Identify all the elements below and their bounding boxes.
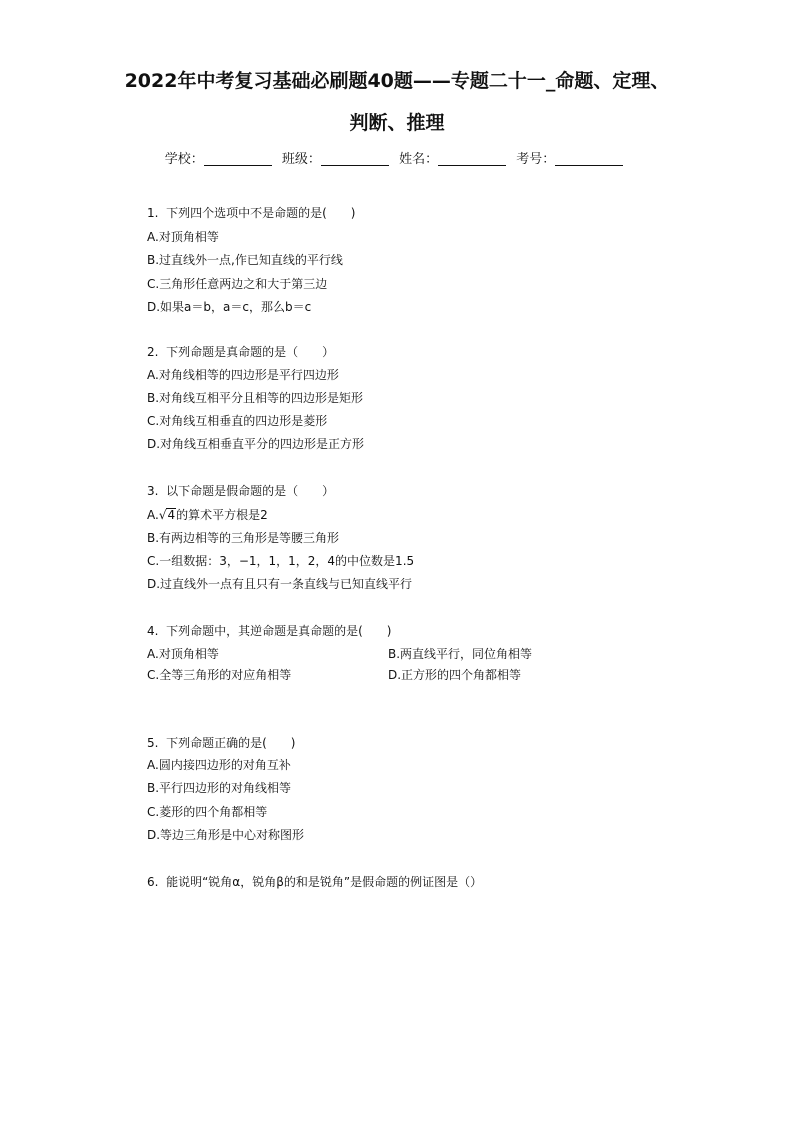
- question-stem: 5. 下列命题正确的是( ): [147, 736, 296, 750]
- school-blank[interactable]: [204, 151, 272, 166]
- option-b: B.两直线平行，同位角相等: [388, 647, 533, 661]
- option-a: A.对角线相等的四边形是平行四边形: [147, 368, 339, 382]
- option-b: B.平行四边形的对角线相等: [147, 781, 292, 795]
- option-a: A.圆内接四边形的对角互补: [147, 758, 291, 772]
- exam-number-label: 考号：: [516, 152, 556, 167]
- school-label: 学校：: [164, 152, 204, 167]
- option-d: D.过直线外一点有且只有一条直线与已知直线平行: [147, 577, 413, 591]
- class-label: 班级：: [281, 152, 321, 167]
- square-root-radicand: 4: [167, 508, 176, 522]
- student-info-row: [0, 151, 794, 169]
- question-stem: 3. 以下命题是假命题的是（ ）: [147, 484, 335, 498]
- option-d: D.对角线互相垂直平分的四边形是正方形: [147, 437, 365, 451]
- option-d: D.如果a＝b，a＝c，那么b＝c: [147, 300, 312, 314]
- option-a-prefix: A.: [147, 508, 159, 522]
- option-b: B.过直线外一点,作已知直线的平行线: [147, 253, 343, 267]
- question-stem: 4. 下列命题中，其逆命题是真命题的是( ): [147, 624, 392, 638]
- option-a-text: 的算术平方根是2: [176, 508, 268, 522]
- option-a: A.对顶角相等: [147, 647, 219, 661]
- option-d: D.等边三角形是中心对称图形: [147, 828, 305, 842]
- option-b: B.有两边相等的三角形是等腰三角形: [147, 531, 340, 545]
- option-a: A.对顶角相等: [147, 230, 219, 244]
- exam-number-blank[interactable]: [555, 151, 623, 166]
- class-blank[interactable]: [321, 151, 389, 166]
- question-stem: 6. 能说明“锐角α，锐角β的和是锐角”是假命题的例证图是（）: [147, 875, 483, 889]
- option-c: C.三角形任意两边之和大于第三边: [147, 277, 328, 291]
- option-c: C.菱形的四个角都相等: [147, 805, 268, 819]
- document-title-line1: 2022年中考复习基础必刷题40题——专题二十一_命题、定理、: [124, 70, 670, 92]
- option-a: [147, 507, 268, 523]
- document-title-line2: 判断、推理: [349, 112, 445, 134]
- option-c: C.对角线互相垂直的四边形是菱形: [147, 414, 328, 428]
- name-label: 姓名：: [399, 152, 439, 167]
- option-b: B.对角线互相平分且相等的四边形是矩形: [147, 391, 364, 405]
- question-stem: 2. 下列命题是真命题的是（ ）: [147, 345, 335, 359]
- option-c: C.一组数据：3，−1，1，1，2，4的中位数是1.5: [147, 554, 415, 568]
- option-d: D.正方形的四个角都相等: [388, 668, 522, 682]
- name-blank[interactable]: [438, 151, 506, 166]
- question-stem: 1. 下列四个选项中不是命题的是( ): [147, 206, 356, 220]
- option-c: C.全等三角形的对应角相等: [147, 668, 292, 682]
- square-root: √4: [158, 508, 176, 522]
